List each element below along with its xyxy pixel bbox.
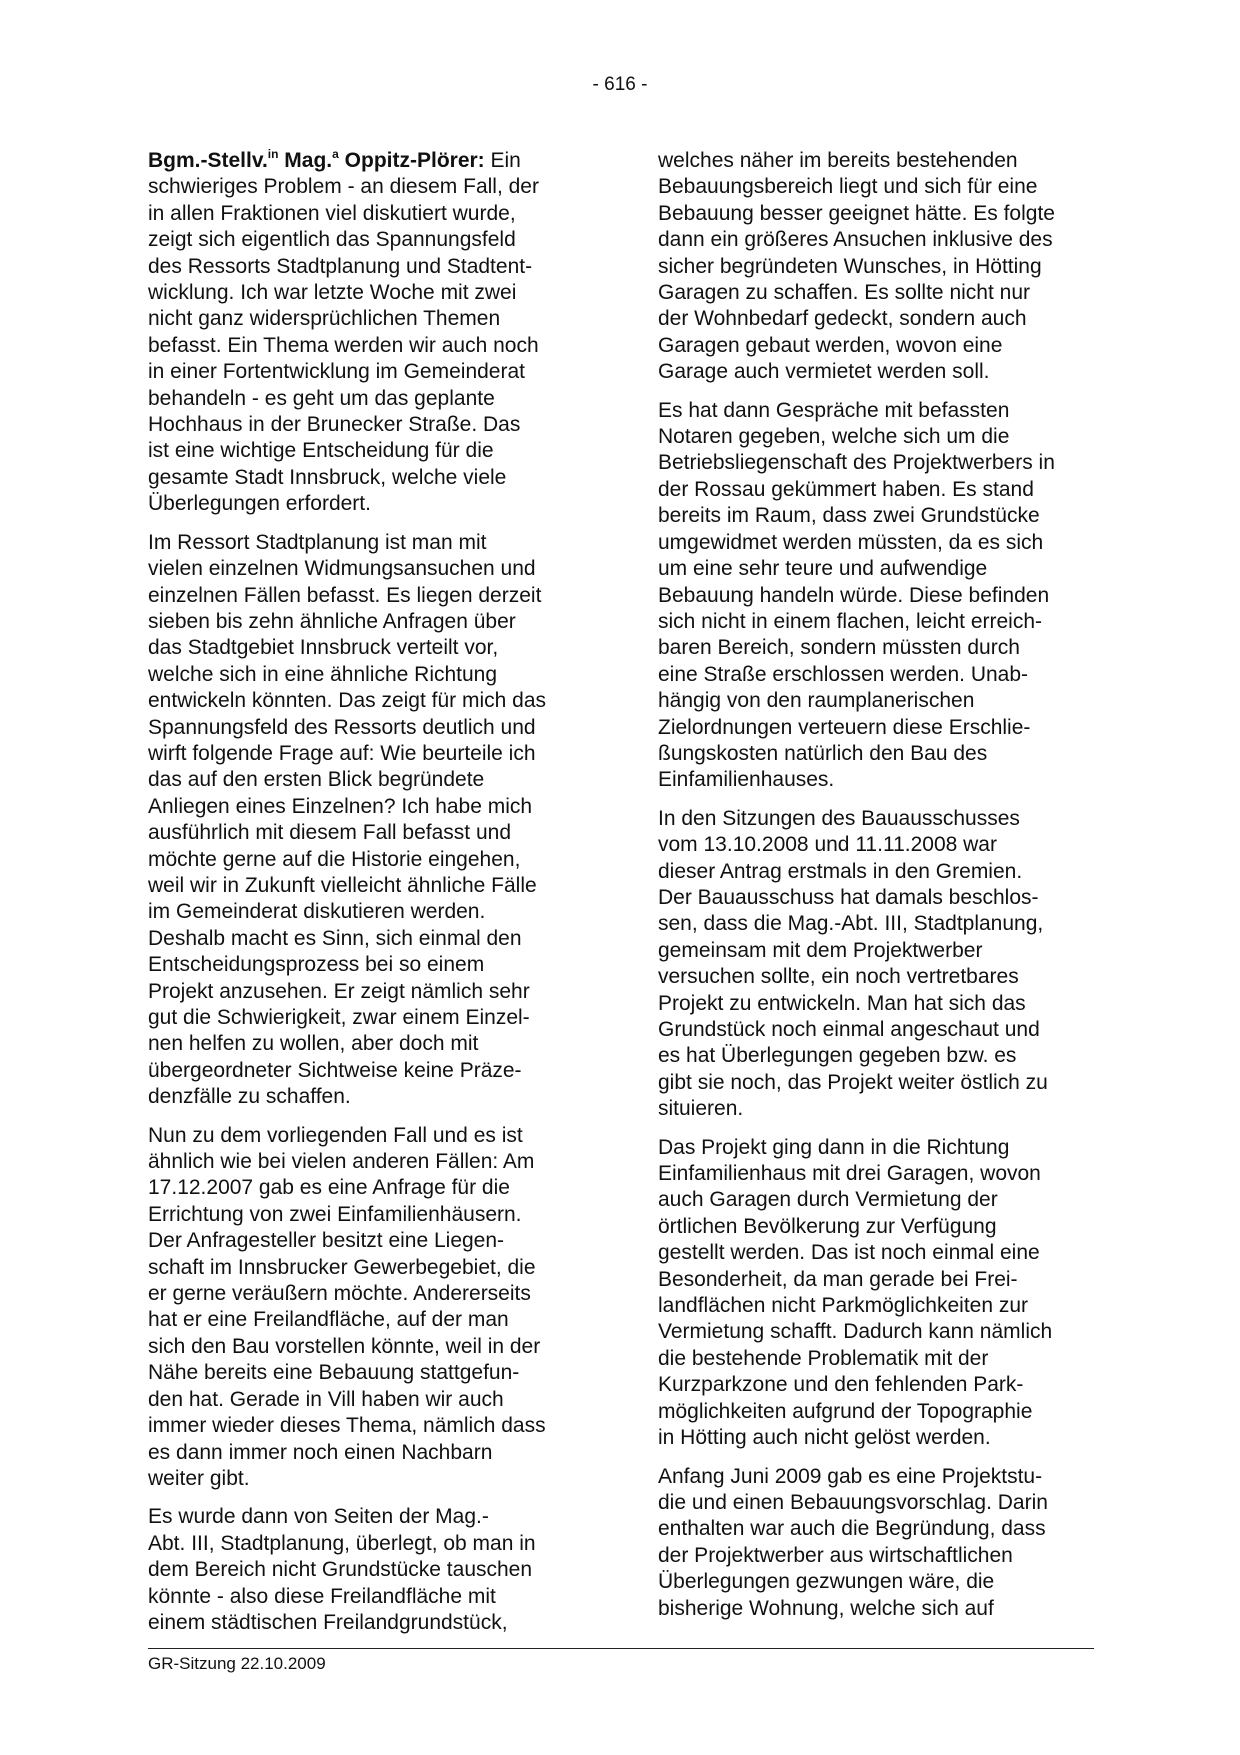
footer-divider: [148, 1648, 1094, 1649]
paragraph: Es hat dann Gespräche mit befassten Notaren gegeben, welche sich um die Betriebsliegenschaft des Projektwerbers in der Rossau gekümmert haben. Es stand bereits im Raum, dass zwei Grundstücke umgewidmet werden müssten, da es sich um eine sehr teure und aufwendige Bebauung handeln würde. Diese befinden sich nicht in einem flachen, leicht erreich- baren Bereich, sondern müssten durch eine Straße erschlossen werden. Unab- hängig von den raumplanerischen Zielordnungen verteuern diese Erschlie- ßungskosten natürlich den Bau des Einfamilienhauses.: [658, 398, 1055, 792]
speaker-surname: Oppitz-Plörer:: [338, 149, 485, 172]
paragraph: Im Ressort Stadtplanung ist man mit vielen einzelnen Widmungsansuchen und einzelnen Fällen befasst. Es liegen derzeit sieben bis zehn ähnliche Anfragen über das Stadtgebiet Innsbruck verteilt vor, welche sich in eine ähnliche Richtung entwickeln könnten. Das zeigt für mich das Spannungsfeld des Ressorts deutlich und wirft folgende Frage auf: Wie beurteile ich das auf den ersten Blick begründete Anliegen eines Einzelnen? Ich habe mich ausführlich mit diesem Fall befasst und möchte gerne auf die Historie eingehen, weil wir in Zukunft vielleicht ähnliche Fälle im Gemeinderat diskutieren werden. Deshalb macht es Sinn, sich einmal den Entscheidungsprozess bei so einem Projekt anzusehen. Er zeigt nämlich sehr gut die Schwierigkeit, zwar einem Einzel- nen helfen zu wollen, aber doch mit übergeordneter Sichtweise keine Präze- denzfälle zu schaffen.: [148, 530, 547, 1109]
speaker-title-1: Bgm.-Stellv.: [148, 149, 268, 172]
left-column: [148, 148, 588, 1648]
paragraph-speaker-intro: [148, 148, 588, 518]
footer-session-date: GR-Sitzung 22.10.2009: [148, 1654, 326, 1673]
paragraph: welches näher im bereits bestehenden Bebauungsbereich liegt und sich für eine Bebauung besser geeignet hätte. Es folgte dann ein größeres Ansuchen inklusive des sicher begründeten Wunsches, in Hötting Garagen zu schaffen. Es sollte nicht nur der Wohnbedarf gedeckt, sondern auch Garagen gebaut werden, wovon eine Garage auch vermietet werden soll.: [658, 149, 1055, 384]
speaker-title-2: Mag.: [278, 149, 333, 172]
speaker-sup-1: in: [267, 147, 279, 161]
paragraph: Es wurde dann von Seiten der Mag.- Abt. III, Stadtplanung, überlegt, ob man in dem Bereich nicht Grundstücke tauschen könnte - also diese Freilandfläche mit einem städtischen Freilandgrundstück,: [148, 1505, 536, 1634]
paragraph: Anfang Juni 2009 gab es eine Projektstu- die und einen Bebauungsvorschlag. Darin enthalten war auch die Begründung, dass der Projektwerber aus wirtschaftlichen Überlegungen gezwungen wäre, die bisherige Wohnung, welche sich auf: [658, 1464, 1048, 1620]
page-number: - 616 -: [592, 74, 648, 95]
right-column: [658, 148, 1098, 1634]
paragraph-text: Ein schwieriges Problem - an diesem Fall, der in allen Fraktionen viel diskutiert wurde, zeigt sich eigentlich das Spannungsfeld des Ressorts Stadtplanung und Stadtent- wicklung. Ich war letzte Woche mit zwei nicht ganz widersprüchlichen Themen befasst. Ein Thema werden wir auch noch in einer Fortentwicklung im Gemeinderat behandeln - es geht um das geplante Hochhaus in der Brunecker Straße. Das ist eine wichtige Entscheidung für die gesamte Stadt Innsbruck, welche viele Überlegungen erfordert.: [148, 149, 539, 516]
paragraph: Das Projekt ging dann in die Richtung Einfamilienhaus mit drei Garagen, wovon auch Garagen durch Vermietung der örtlichen Bevölkerung zur Verfügung gestellt werden. Das ist noch einmal eine Besonderheit, da man gerade bei Frei- landflächen nicht Parkmöglichkeiten zur Vermietung schafft. Dadurch kann nämlich die bestehende Problematik mit der Kurzparkzone und den fehlenden Park- möglichkeiten aufgrund der Topographie in Hötting auch nicht gelöst werden.: [658, 1135, 1053, 1450]
paragraph: Nun zu dem vorliegenden Fall und es ist ähnlich wie bei vielen anderen Fällen: Am 17.12.2007 gab es eine Anfrage für die Errichtung von zwei Einfamilienhäusern. Der Anfragesteller besitzt eine Liegen- schaft im Innsbrucker Gewerbegebiet, die er gerne veräußern möchte. Andererseits hat er eine Freilandfläche, auf der man sich den Bau vorstellen könnte, weil in der Nähe bereits eine Bebauung stattgefun- den hat. Gerade in Vill haben wir auch immer wieder dieses Thema, nämlich dass es dann immer noch einen Nachbarn weiter gibt.: [148, 1123, 546, 1490]
paragraph: In den Sitzungen des Bauausschusses vom 13.10.2008 und 11.11.2008 war dieser Antrag erstmals in den Gremien. Der Bauausschuss hat damals beschlos- sen, dass die Mag.-Abt. III, Stadtplanung, gemeinsam mit dem Projektwerber versuchen sollte, ein noch vertretbares Projekt zu entwickeln. Man hat sich das Grundstück noch einmal angeschaut und es hat Überlegungen gegeben bzw. es gibt sie noch, das Projekt weiter östlich zu situieren.: [658, 806, 1048, 1121]
speaker-sup-2: a: [332, 147, 339, 161]
speaker-name: [148, 149, 485, 172]
